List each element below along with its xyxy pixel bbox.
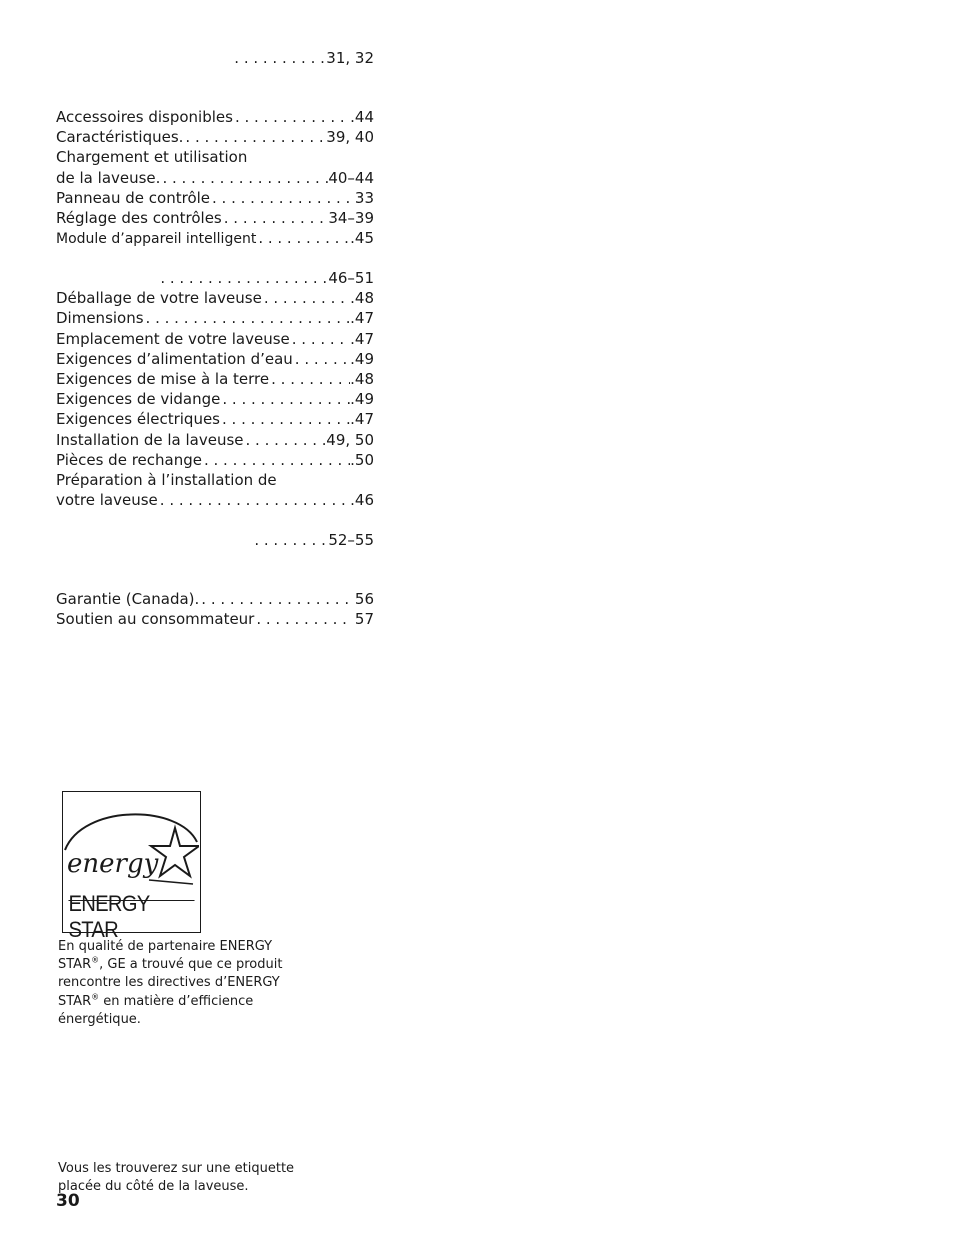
toc-row: Exigences électriques . . . .47 — [56, 409, 374, 429]
toc-row: Installation de la laveuse . . . 49, 50 — [56, 430, 374, 450]
toc-row: Exigences de mise à la terre . . . .48 — [56, 369, 374, 389]
leader-dots — [158, 268, 328, 288]
toc-row: Emplacement de votre laveuse . . . .47 — [56, 329, 374, 349]
toc-row: Garantie (Canada). . . . 56 — [56, 589, 374, 609]
energy-star-label: ENERGY STAR — [68, 900, 194, 932]
energy-star-logo — [62, 791, 201, 942]
toc-row: Panneau de contrôle . . . 33 — [56, 188, 374, 208]
toc-row: . . . 52–55 — [56, 530, 374, 550]
toc-label-line: Chargement et utilisation — [56, 148, 248, 167]
toc-row: Dimensions . . . .47 — [56, 308, 374, 328]
toc-section-4 — [56, 530, 374, 550]
toc-row: Accessoires disponibles . . . .44 — [56, 107, 374, 127]
toc-section-3 — [56, 268, 374, 510]
toc-page: 31, 32 — [326, 49, 374, 67]
toc-section-5 — [56, 589, 374, 629]
toc-row: Déballage de votre laveuse . . . .48 — [56, 288, 374, 308]
toc-row: votre laveuse . . . .46 — [56, 490, 374, 510]
toc-row: Réglage des contrôles . . . 34–39 — [56, 208, 374, 228]
toc-row — [56, 48, 374, 68]
svg-text:energy: energy — [67, 849, 159, 879]
toc-row: . . . 46–51 — [56, 268, 374, 288]
leader-dots — [252, 530, 328, 550]
toc-row: Exigences d’alimentation d’eau . . . .49 — [56, 349, 374, 369]
page-number: 30 — [56, 1191, 80, 1211]
toc-section-2 — [56, 107, 374, 248]
toc-row: Pièces de rechange . . . .50 — [56, 450, 374, 470]
energy-star-caption: En qualité de partenaire ENERGY STAR®, GE a trouvé que ce produit rencontre les directives d’ENERGY STAR® en matière d’efficience énergétique. — [58, 939, 283, 1027]
toc-row: Module d’appareil intelligent . . . .45 — [56, 228, 374, 248]
toc-label-line: Préparation à l’installation de — [56, 470, 277, 489]
leader-dots — [232, 48, 326, 68]
footer-note: Vous les trouverez sur une etiquette placée du côté de la laveuse. — [58, 1161, 295, 1195]
toc-section-1 — [56, 48, 374, 68]
toc-row: de la laveuse. . . . 40–44 — [56, 168, 374, 188]
energy-star-icon — [63, 792, 199, 900]
toc-row: Caractéristiques. . . . 39, 40 — [56, 127, 374, 147]
toc-row: Exigences de vidange . . . .49 — [56, 389, 374, 409]
toc-row: Soutien au consommateur . . . 57 — [56, 609, 374, 629]
